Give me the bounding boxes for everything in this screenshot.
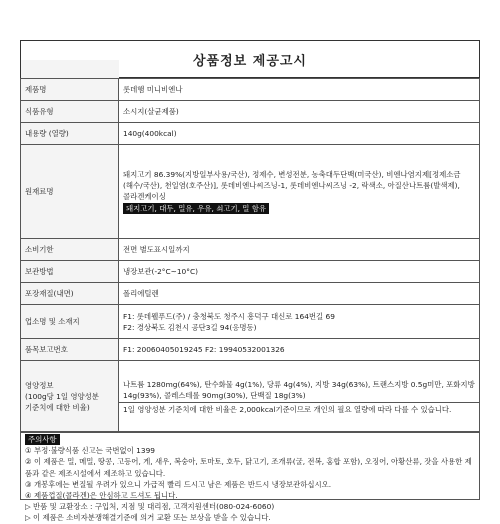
row-value-net-content: 140g(400kcal) <box>119 123 480 145</box>
row-label-food-type: 식품유형 <box>21 101 119 123</box>
row-value-nutrition <box>119 361 480 433</box>
table-row <box>21 123 480 145</box>
row-label-expiry: 소비기한 <box>21 239 119 261</box>
row-value-food-type: 소시지(살균제품) <box>119 101 480 123</box>
row-label-manufacturer: 업소명 및 소재지 <box>21 305 119 339</box>
nutrition-sublabel: (100g당 1일 영양성분 기준치에 대한 비율) <box>25 392 99 412</box>
table-row <box>21 339 480 361</box>
manufacturer-f2: F2: 경상북도 김천시 공단3길 94(응명동) <box>123 322 257 332</box>
document-title: 상품정보 제공고시 <box>20 40 480 78</box>
caution-line: ▷ 이 제품은 소비자분쟁해결기준에 의거 교환 또는 보상을 받을 수 있습니다. <box>25 513 271 523</box>
table-row <box>21 283 480 305</box>
row-label-net-content: 내용량 (열량) <box>21 123 119 145</box>
caution-section <box>20 431 480 523</box>
caution-line: ③ 개봉후에는 변질될 우려가 있으니 가급적 빨리 드시고 남은 제품은 반드시 냉장보관하십시오. <box>25 479 332 489</box>
row-label-packaging: 포장재질(내면) <box>21 283 119 305</box>
row-value-product-name: 롯데햄 미니비엔나 <box>119 79 480 101</box>
nutrition-values: 나트륨 1280mg(64%), 탄수화물 4g(1%), 당류 4g(4%), 지방 34g(63%), 트랜스지방 0.5g미만, 포화지방 14g(93%), 콜레스테롤 90mg(30%), 단백질 18g(3%) <box>119 378 479 403</box>
table-row <box>21 361 480 433</box>
caution-line: ④ 제품껍질(콜라겐)은 안심하고 드셔도 됩니다. <box>25 491 178 501</box>
nutrition-label: 영양정보 <box>25 381 54 390</box>
product-info-table <box>20 60 480 433</box>
row-value-ingredients <box>119 145 480 239</box>
table-row <box>21 79 480 101</box>
caution-line: ▷ 반품 및 교환장소 : 구입처, 지점 및 대리점, 고객지원센터(080-024-6060) <box>25 502 275 512</box>
row-label-nutrition <box>21 361 119 433</box>
row-label-product-name: 제품명 <box>21 79 119 101</box>
row-label-report-number: 품목보고번호 <box>21 339 119 361</box>
table-row <box>21 239 480 261</box>
caution-title: 주의사항 <box>25 434 60 445</box>
allergy-notice: 돼지고기, 대두, 밀유, 우유, 쇠고기, 밀 함유 <box>123 203 269 214</box>
ingredients-text: 돼지고기 86.39%(지방일부사용/국산), 정제수, 변성전분, 농축대두단백(미국산), 비엔나염지제[정제소금(해수/국산), 천일염(호주산)], 롯데비엔나씨즈닝-1, 롯데비엔나씨즈닝 -2, 락색소, 아질산나트륨(발색제), 콜라겐케이싱 <box>123 170 461 201</box>
row-value-packaging: 폴리에틸렌 <box>119 283 480 305</box>
row-value-manufacturer <box>119 305 480 339</box>
caution-line: ② 이 제품은 밀, 메밀, 땅콩, 고등어, 게, 새우, 복숭아, 토마토, 호두, 닭고기, 조개류(굴, 전복, 홍합 포함), 오징어, 아황산류, 잣을 사용한 제품과 같은 제조시설에서 제조하고 있습니다. <box>25 457 472 478</box>
manufacturer-f1: F1: 롯데웰푸드(주) / 충청북도 청주시 흥덕구 대신로 164번길 69 <box>123 311 335 321</box>
table-row <box>21 305 480 339</box>
row-label-ingredients: 원재료명 <box>21 145 119 239</box>
table-row <box>21 145 480 239</box>
table-row <box>21 261 480 283</box>
nutrition-footnote: 1일 영양성분 기준치에 대한 비율은 2,000kcal기준이므로 개인의 필요 열량에 따라 다를 수 있습니다. <box>123 404 452 414</box>
row-value-expiry: 전면 별도표시일까지 <box>119 239 480 261</box>
row-label-storage: 보관방법 <box>21 261 119 283</box>
table-row <box>21 60 480 79</box>
caution-line: ① 부정·불량식품 신고는 국번없이 1399 <box>25 446 155 456</box>
row-value-storage: 냉장보관(-2°C~10°C) <box>119 261 480 283</box>
table-row <box>21 101 480 123</box>
row-value-report-number: F1: 20060405019245 F2: 19940532001326 <box>119 339 480 361</box>
